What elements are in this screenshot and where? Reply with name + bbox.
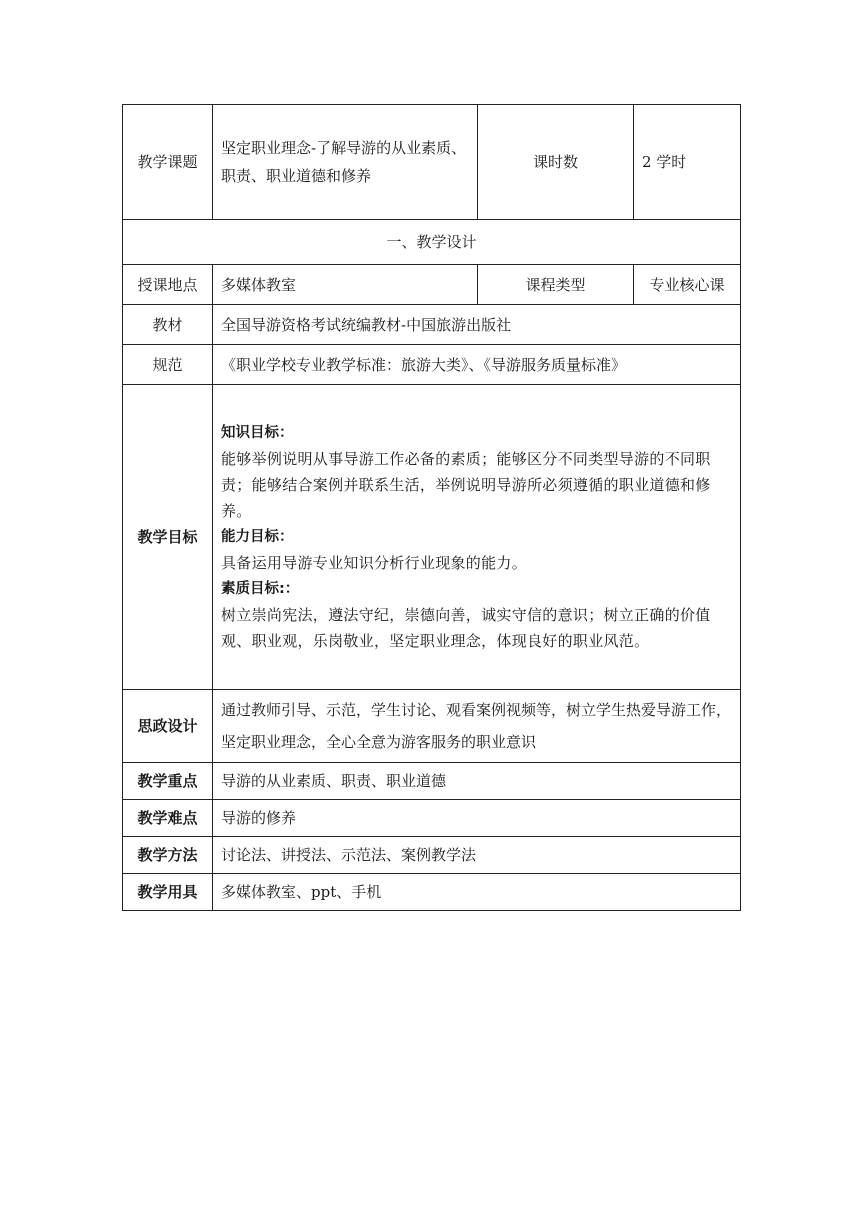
objectives-content [213,385,741,690]
methods-row [123,837,741,874]
hours-label: 课时数 [478,105,634,220]
textbook-row [123,305,741,345]
key-points-row [123,763,741,800]
knowledge-text: 能够举例说明从事导游工作必备的素质；能够区分不同类型导游的不同职责；能够结合案例并联系生活，举例说明导游所必须遵循的职业道德和修养。 [221,450,711,520]
ability-heading: 能力目标： [221,529,294,545]
standard-label: 规范 [123,345,213,385]
hours-value: 2 学时 [634,105,741,220]
topic-row [123,105,741,220]
methods-label: 教学方法 [123,837,213,874]
tools-row [123,874,741,911]
lesson-plan-table [122,104,741,911]
ideology-value: 通过教师引导、示范，学生讨论、观看案例视频等，树立学生热爱导游工作，坚定职业理念，全心全意为游客服务的职业意识 [213,690,741,763]
knowledge-heading: 知识目标： [221,425,294,441]
textbook-label: 教材 [123,305,213,345]
objectives-row [123,385,741,690]
objectives-label: 教学目标 [123,385,213,690]
methods-value: 讨论法、讲授法、示范法、案例教学法 [213,837,741,874]
location-row [123,265,741,305]
course-type-value: 专业核心课 [634,265,741,305]
topic-value: 坚定职业理念-了解导游的从业素质、职责、职业道德和修养 [213,105,478,220]
quality-text: 树立崇尚宪法，遵法守纪，崇德向善，诚实守信的意识；树立正确的价值观、职业观，乐岗敬业，坚定职业理念，体现良好的职业风范。 [221,606,711,650]
course-type-label: 课程类型 [478,265,634,305]
quality-heading: 素质目标:： [221,581,300,597]
tools-value: 多媒体教室、ppt、手机 [213,874,741,911]
textbook-value: 全国导游资格考试统编教材-中国旅游出版社 [213,305,741,345]
key-points-label: 教学重点 [123,763,213,800]
standard-row [123,345,741,385]
topic-label: 教学课题 [123,105,213,220]
standard-value: 《职业学校专业教学标准：旅游大类》、《导游服务质量标准》 [213,345,741,385]
ideology-row [123,690,741,763]
difficulties-value: 导游的修养 [213,800,741,837]
key-points-value: 导游的从业素质、职责、职业道德 [213,763,741,800]
difficulties-label: 教学难点 [123,800,213,837]
ability-text: 具备运用导游专业知识分析行业现象的能力。 [221,554,528,572]
difficulties-row [123,800,741,837]
location-value: 多媒体教室 [213,265,478,305]
ideology-label: 思政设计 [123,690,213,763]
section-title: 一、教学设计 [123,220,741,265]
location-label: 授课地点 [123,265,213,305]
section-row [123,220,741,265]
tools-label: 教学用具 [123,874,213,911]
